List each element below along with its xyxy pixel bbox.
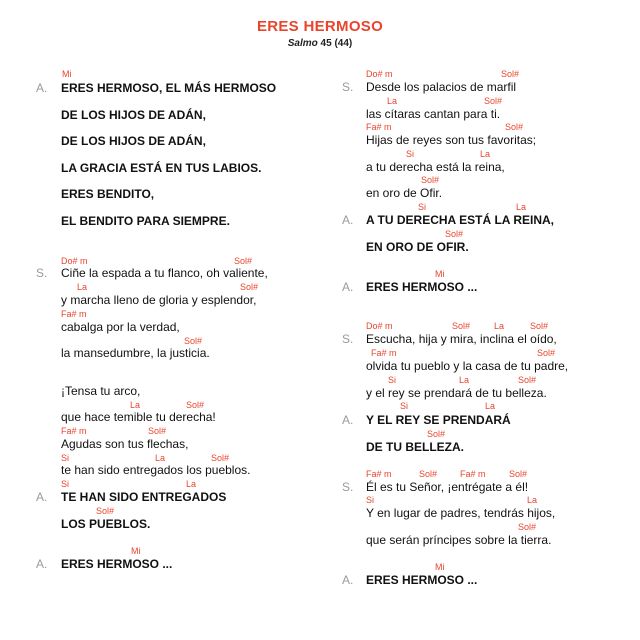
lyric-line: y marcha lleno de gloria y esplendor, bbox=[61, 293, 257, 307]
chord: Sol# bbox=[452, 321, 471, 331]
chord: Sol# bbox=[427, 429, 446, 439]
lyric-line: la mansedumbre, la justicia. bbox=[61, 346, 210, 360]
chord: Si bbox=[418, 202, 427, 212]
song-subtitle bbox=[0, 38, 640, 49]
chord: Fa# m bbox=[366, 469, 392, 479]
lyric-line: Hijas de reyes son tus favoritas; bbox=[366, 133, 537, 147]
chord: Sol# bbox=[234, 256, 253, 266]
antiphon-marker: A. bbox=[36, 81, 48, 95]
lyric-line: a tu derecha está la reina, bbox=[366, 160, 505, 174]
lyric-line: A TU DERECHA ESTÁ LA REINA, bbox=[366, 213, 555, 227]
chord: Sol# bbox=[484, 96, 503, 106]
chord: Sol# bbox=[518, 522, 537, 532]
soloist-marker: S. bbox=[342, 332, 354, 346]
lyric-line: ¡Tensa tu arco, bbox=[61, 384, 141, 398]
soloist-marker: S. bbox=[342, 80, 354, 94]
lyric-line: en oro de Ofir. bbox=[366, 186, 443, 200]
chord: La bbox=[459, 375, 470, 385]
chord: La bbox=[77, 282, 88, 292]
chord: La bbox=[130, 400, 141, 410]
chord: Mi bbox=[435, 562, 445, 572]
lyric-line: las cítaras cantan para ti. bbox=[366, 107, 501, 121]
lyric-line: DE LOS HIJOS DE ADÁN, bbox=[61, 108, 206, 122]
lyric-line: Él es tu Señor, ¡entrégate a él! bbox=[366, 480, 529, 494]
chord: Sol# bbox=[445, 229, 464, 239]
lyric-line: LA GRACIA ESTÁ EN TUS LABIOS. bbox=[61, 161, 262, 175]
chord: La bbox=[155, 453, 166, 463]
lyric-line: que hace temible tu derecha! bbox=[61, 410, 216, 424]
chord: Sol# bbox=[509, 469, 528, 479]
subtitle-psalm-number: 45 (44) bbox=[320, 38, 353, 49]
antiphon-marker: A. bbox=[342, 280, 354, 294]
chord: Sol# bbox=[421, 175, 440, 185]
chord: La bbox=[480, 149, 491, 159]
chord: Mi bbox=[62, 69, 72, 79]
chord: Mi bbox=[131, 546, 141, 556]
lyric-line: EL BENDITO PARA SIEMPRE. bbox=[61, 214, 230, 228]
chord: La bbox=[485, 401, 496, 411]
chord: Do# m bbox=[366, 69, 393, 79]
chord: La bbox=[516, 202, 527, 212]
chord: Fa# m bbox=[460, 469, 486, 479]
chord: Si bbox=[61, 453, 70, 463]
lyric-line: ERES HERMOSO ... bbox=[366, 573, 478, 587]
chord: La bbox=[186, 479, 197, 489]
chord: Fa# m bbox=[61, 309, 87, 319]
subtitle-psalm-word: Salmo bbox=[287, 38, 318, 49]
lyric-line: Agudas son tus flechas, bbox=[61, 437, 189, 451]
chord: Sol# bbox=[419, 469, 438, 479]
chord: Sol# bbox=[505, 122, 524, 132]
lyric-line: ERES HERMOSO ... bbox=[61, 557, 173, 571]
lyric-line: que serán príncipes sobre la tierra. bbox=[366, 533, 552, 547]
chord: Do# m bbox=[366, 321, 393, 331]
chord: Sol# bbox=[211, 453, 230, 463]
chord: Si bbox=[61, 479, 70, 489]
lyric-line: ERES BENDITO, bbox=[61, 187, 155, 201]
chord: Sol# bbox=[148, 426, 167, 436]
chord: Mi bbox=[435, 269, 445, 279]
lyric-line: olvida tu pueblo y la casa de tu padre, bbox=[366, 359, 569, 373]
song-title: ERES HERMOSO bbox=[256, 18, 384, 35]
chord: Si bbox=[406, 149, 415, 159]
chord: Sol# bbox=[184, 336, 203, 346]
chord: La bbox=[494, 321, 505, 331]
lyric-line: DE TU BELLEZA. bbox=[366, 440, 464, 454]
lyric-line: y el rey se prendará de tu belleza. bbox=[366, 386, 547, 400]
chord: Fa# m bbox=[371, 348, 397, 358]
chord: Sol# bbox=[501, 69, 520, 79]
chord: Sol# bbox=[96, 506, 115, 516]
antiphon-marker: A. bbox=[36, 490, 48, 504]
lyric-line: Desde los palacios de marfil bbox=[366, 80, 517, 94]
chord: Fa# m bbox=[61, 426, 87, 436]
lyric-line: ERES HERMOSO ... bbox=[366, 280, 478, 294]
chord: Si bbox=[388, 375, 397, 385]
chord: Sol# bbox=[530, 321, 549, 331]
antiphon-marker: A. bbox=[36, 557, 48, 571]
lyric-line: Y en lugar de padres, tendrás hijos, bbox=[366, 506, 556, 520]
chord: Si bbox=[400, 401, 409, 411]
soloist-marker: S. bbox=[36, 266, 48, 280]
antiphon-marker: A. bbox=[342, 413, 354, 427]
chord: Si bbox=[366, 495, 375, 505]
lyric-line: te han sido entregados los pueblos. bbox=[61, 463, 251, 477]
chord: Sol# bbox=[537, 348, 556, 358]
chord: Sol# bbox=[186, 400, 205, 410]
chord: Fa# m bbox=[366, 122, 392, 132]
lyric-line: DE LOS HIJOS DE ADÁN, bbox=[61, 134, 206, 148]
soloist-marker: S. bbox=[342, 480, 354, 494]
lyric-line: ERES HERMOSO, EL MÁS HERMOSO bbox=[61, 81, 277, 95]
lyric-line: Escucha, hija y mira, inclina el oído, bbox=[366, 332, 557, 346]
chord: Do# m bbox=[61, 256, 88, 266]
chord: La bbox=[387, 96, 398, 106]
lyric-line: Y EL REY SE PRENDARÁ bbox=[366, 413, 511, 427]
lyric-line: EN ORO DE OFIR. bbox=[366, 240, 469, 254]
antiphon-marker: A. bbox=[342, 573, 354, 587]
chord: Sol# bbox=[240, 282, 259, 292]
chord: La bbox=[527, 495, 538, 505]
lyric-line: cabalga por la verdad, bbox=[61, 320, 180, 334]
lyric-line: LOS PUEBLOS. bbox=[61, 517, 151, 531]
lyric-line: TE HAN SIDO ENTREGADOS bbox=[61, 490, 227, 504]
lyric-line: Ciñe la espada a tu flanco, oh valiente, bbox=[61, 266, 268, 280]
chord: Sol# bbox=[518, 375, 537, 385]
antiphon-marker: A. bbox=[342, 213, 354, 227]
